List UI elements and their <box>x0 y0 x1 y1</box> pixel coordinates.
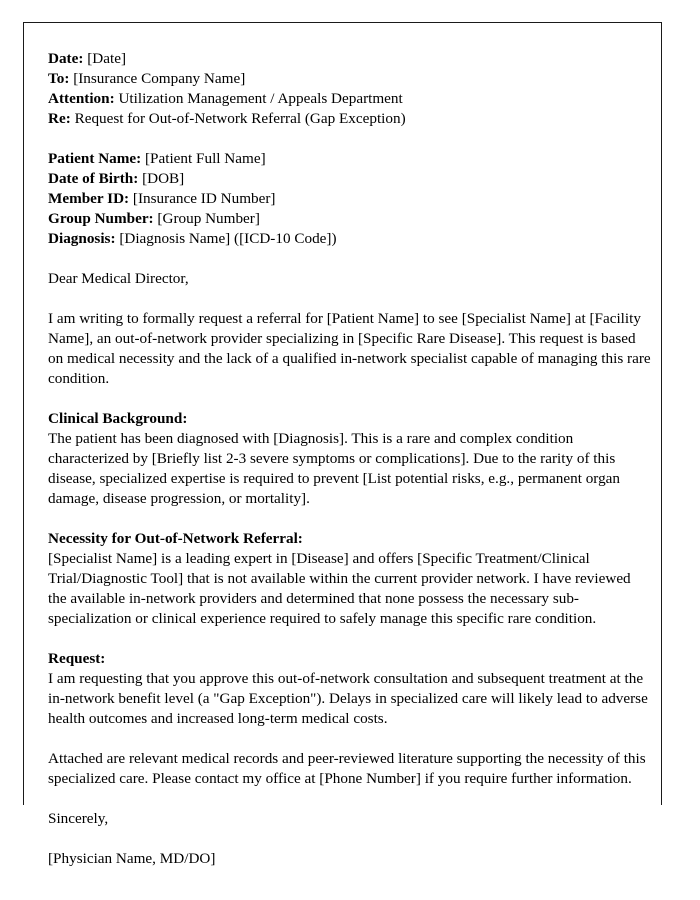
intro-paragraph-block <box>48 309 652 389</box>
patient-field-dob <box>48 169 652 189</box>
section-request-body: I am requesting that you approve this out-of-network consultation and subsequent treatment at the in-network benefit level (a "Gap Exception"). Delays in specialized care will likely lead to adverse health outcomes and increased long-term medical costs. <box>48 670 648 727</box>
section-necessity-body: [Specialist Name] is a leading expert in [Disease] and offers [Specific Treatment/Clinical Trial/Diagnostic Tool] that is not available within the current provider network. I have reviewed the available in-network providers and determined that none possess the necessary sub-specialization or clinical experience required to safely manage this specific rare condition. <box>48 550 631 627</box>
signoff-block <box>48 809 652 829</box>
header-field-to-value: [Insurance Company Name] <box>73 70 246 87</box>
signature-block <box>48 849 652 869</box>
section-request <box>48 649 652 729</box>
patient-field-member-id-label: Member ID: <box>48 190 130 207</box>
section-request-heading: Request: <box>48 650 106 667</box>
patient-field-diagnosis-value: [Diagnosis Name] ([ICD-10 Code]) <box>119 230 337 247</box>
patient-field-name-value: [Patient Full Name] <box>145 150 266 167</box>
header-field-to <box>48 69 652 89</box>
signoff: Sincerely, <box>48 810 109 827</box>
header-field-attention-label: Attention: <box>48 90 115 107</box>
header-field-date <box>48 49 652 69</box>
patient-field-member-id <box>48 189 652 209</box>
header-field-re-value: Request for Out-of-Network Referral (Gap Exception) <box>74 110 406 127</box>
salutation: Dear Medical Director, <box>48 270 189 287</box>
section-clinical-background-body: The patient has been diagnosed with [Diagnosis]. This is a rare and complex condition characterized by [Briefly list 2-3 severe symptoms or complications]. Due to the rarity of this disease, specialized expertise is required to prevent [List potential risks, e.g., permanent organ damage, disease progression, or mortality]. <box>48 430 621 507</box>
header-field-attention-value: Utilization Management / Appeals Department <box>118 90 403 107</box>
patient-field-diagnosis-label: Diagnosis: <box>48 230 116 247</box>
salutation-block <box>48 269 652 289</box>
patient-field-group-number-label: Group Number: <box>48 210 154 227</box>
patient-field-name-label: Patient Name: <box>48 150 142 167</box>
letter-body <box>48 49 652 869</box>
header-field-re-label: Re: <box>48 110 71 127</box>
patient-field-group-number-value: [Group Number] <box>157 210 260 227</box>
header-field-to-label: To: <box>48 70 70 87</box>
patient-field-dob-value: [DOB] <box>142 170 185 187</box>
header-field-date-label: Date: <box>48 50 84 67</box>
patient-field-diagnosis <box>48 229 652 249</box>
header-field-attention <box>48 89 652 109</box>
section-necessity <box>48 529 652 629</box>
section-necessity-heading: Necessity for Out-of-Network Referral: <box>48 530 303 547</box>
closing-paragraph-block <box>48 749 652 789</box>
section-clinical-background <box>48 409 652 509</box>
patient-field-group-number <box>48 209 652 229</box>
patient-info-block <box>48 149 652 249</box>
header-field-date-value: [Date] <box>87 50 127 67</box>
closing-paragraph: Attached are relevant medical records and peer-reviewed literature supporting the necessity of this specialized care. Please contact my office at [Phone Number] if you require further information. <box>48 750 646 787</box>
patient-field-name <box>48 149 652 169</box>
intro-paragraph: I am writing to formally request a referral for [Patient Name] to see [Specialist Name] at [Facility Name], an out-of-network provider specializing in [Specific Rare Disease]. This request is based on medical necessity and the lack of a qualified in-network specialist capable of managing this rare condition. <box>48 310 651 387</box>
header-field-re <box>48 109 652 129</box>
patient-field-member-id-value: [Insurance ID Number] <box>132 190 276 207</box>
signature-name: [Physician Name, MD/DO] <box>48 850 216 867</box>
section-clinical-background-heading: Clinical Background: <box>48 410 188 427</box>
letter-header-block <box>48 49 652 129</box>
patient-field-dob-label: Date of Birth: <box>48 170 139 187</box>
document-page <box>23 22 662 867</box>
